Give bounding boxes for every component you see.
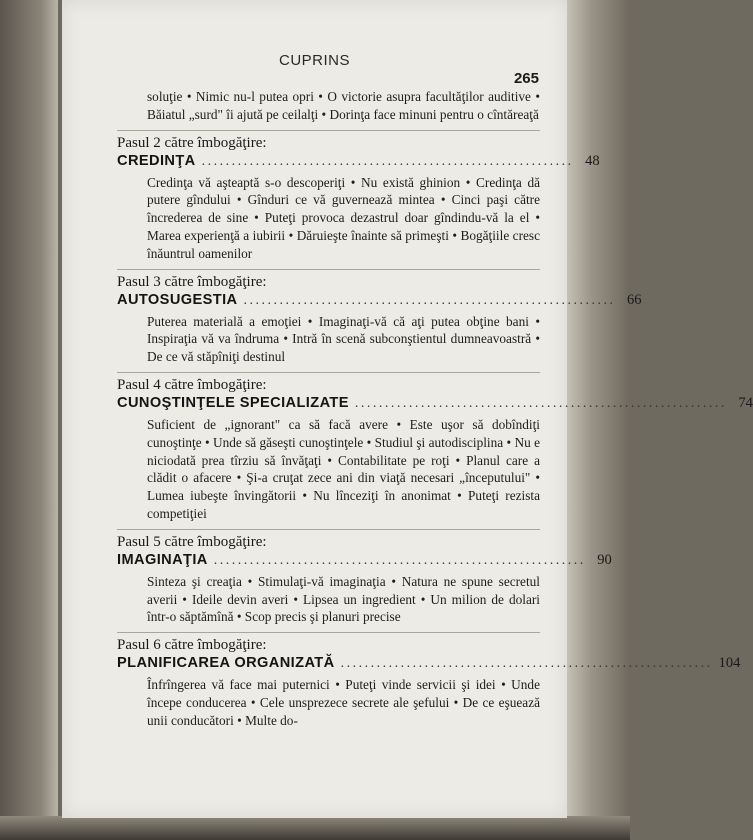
toc-entry-step-5 xyxy=(117,529,612,626)
step-description: Credinţa vă aşteaptă s-o descoperiţi • Nu există ghinion • Credinţa dă putere gîndului • Gînduri ce vă guvernează mintea • Cinci paşi către încrederea de sine • Puteţi provoca dezastrul doar gîndindu-vă la el • Marea experienţă a iubirii • Dăruieşte înainte să primeşti • Bogăţiile cresc înăuntrul oamenilor xyxy=(147,174,540,261)
step-label: Pasul 3 către îmbogăţire: xyxy=(117,273,267,290)
step-label: Pasul 2 către îmbogăţire: xyxy=(117,134,267,151)
continued-description: soluţie • Nimic nu-l putea opri • O victorie asupra facultăţilor auditive • Băiatul „surd" îi ajută pe ceilalţi • Dorinţa face minuni pentru o cîntăreaţă xyxy=(147,89,540,122)
page-number: 265 xyxy=(513,70,539,87)
step-title: PLANIFICAREA ORGANIZATĂ xyxy=(117,655,335,672)
table-of-contents xyxy=(117,88,753,730)
toc-entry-step-2 xyxy=(117,130,600,263)
step-page-number: 104 xyxy=(718,655,741,672)
step-title: CREDINŢA xyxy=(117,152,196,169)
step-label: Pasul 4 către îmbogăţire: xyxy=(117,376,267,393)
step-title: IMAGINAŢIA xyxy=(117,551,208,568)
step-description: Suficient de „ignorant" ca să facă avere • Este uşor să dobîndiţi cunoştinţe • Unde să găseşti cunoştinţele • Studiul şi autodisciplina • Nu e niciodată prea tîrziu să învăţaţi • Contabilitate pe roţi • Planul care a clădit o afacere • Şi-a cruţat zece ani din viaţă necesari „începutului" • Lumea iubeşte învingătorii • Nu lînceziţi în anonimat • Puteţi rezista competiţiei xyxy=(147,416,540,521)
dot-leader: .............................................................. xyxy=(354,395,727,411)
background-right xyxy=(566,0,630,840)
step-title-row xyxy=(117,291,642,309)
dot-leader: .............................................................. xyxy=(201,153,574,169)
dot-leader: .............................................................. xyxy=(340,656,713,672)
background-bottom xyxy=(0,816,630,840)
dot-leader: .............................................................. xyxy=(213,552,586,568)
step-page-number: 48 xyxy=(585,152,600,169)
step-page-number: 90 xyxy=(597,551,612,568)
step-title-row xyxy=(117,394,753,412)
step-title-row xyxy=(117,152,600,170)
step-title-row xyxy=(117,654,741,672)
step-title-row xyxy=(117,551,612,569)
dot-leader: .............................................................. xyxy=(243,292,616,308)
toc-entry-step-4 xyxy=(117,372,753,523)
toc-entry-step-3 xyxy=(117,269,642,366)
step-page-number: 66 xyxy=(626,291,642,308)
step-description: Sinteza şi creaţia • Stimulaţi-vă imaginaţia • Natura ne spune secretul averii • Ideile devin averi • Lipsea un ingredient • Un milion de dolari într-o săptămînă • Scop precis şi planuri precise xyxy=(147,573,540,625)
toc-entry-step-6 xyxy=(117,632,741,729)
background-left xyxy=(0,0,58,840)
step-page-number: 74 xyxy=(738,394,753,411)
step-description: Înfrîngerea vă face mai puternici • Puteţi vinde servicii şi idei • Unde începe conducerea • Cele unsprezece secrete ale şefului • De ce eşuează unii conducători • Multe do- xyxy=(147,677,540,728)
step-label: Pasul 5 către îmbogăţire: xyxy=(117,533,267,550)
step-title: AUTOSUGESTIA xyxy=(117,291,238,308)
step-description: Puterea materială a emoţiei • Imaginaţi-vă că aţi putea obţine bani • Inspiraţia vă va îndruma • Intră în scenă subconştientul dumneavoastră • De ce vă stăpîniţi destinul xyxy=(147,313,540,365)
step-label: Pasul 6 către îmbogăţire: xyxy=(117,637,267,654)
book-page xyxy=(62,0,753,818)
running-head: CUPRINS xyxy=(278,52,350,69)
step-title: CUNOŞTINŢELE SPECIALIZATE xyxy=(117,394,349,411)
